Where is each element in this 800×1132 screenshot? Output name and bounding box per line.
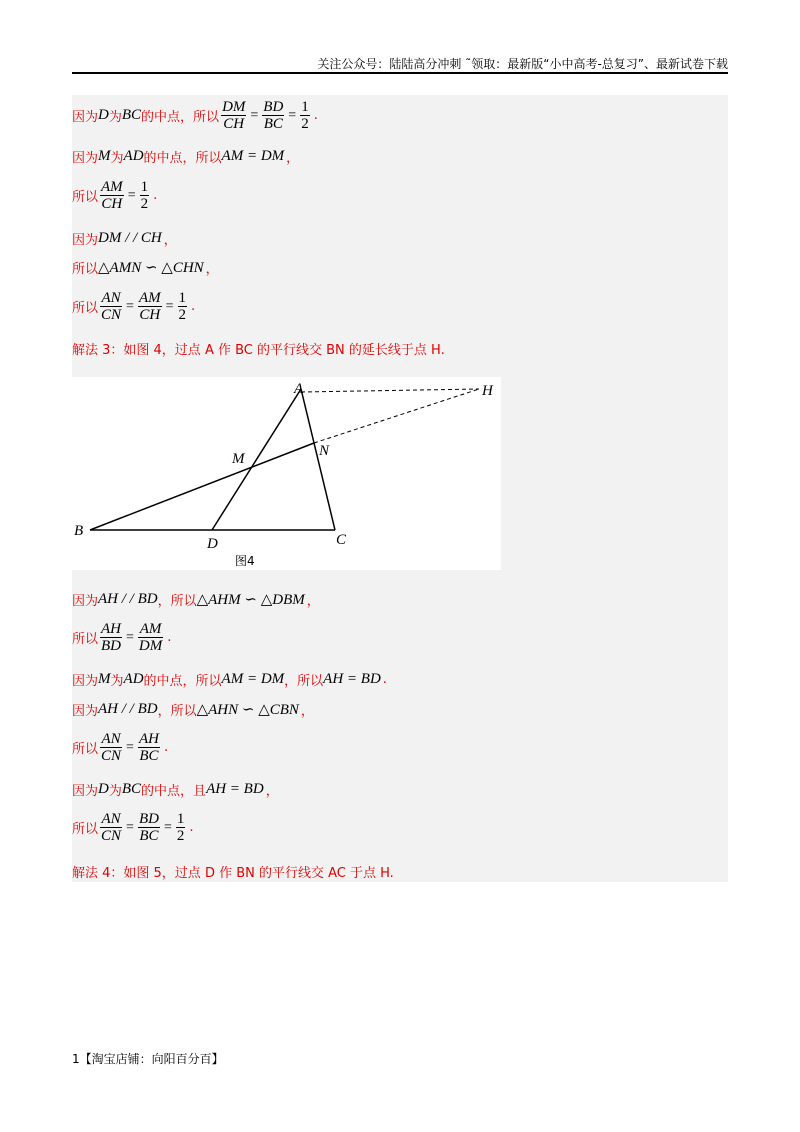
line-14: 所以 $\frac{AN}{CN}$ = $\frac{BD}{BC}$ = $\frac{1}{2}$ . [72,811,194,844]
geometry-diagram [72,377,501,570]
fraction: $\frac{AM}{CH}$ [138,290,161,323]
fraction: $\frac{AN}{CN}$ [101,290,122,323]
fraction: $\frac{AM}{DM}$ [138,621,163,654]
line-5: 所以 △AMN ∽ △CHN ， [72,260,219,277]
fraction: $\frac{1}{2}$ [140,179,149,212]
header-divider [72,72,728,74]
fraction: $\frac{BD}{BC}$ [138,811,159,844]
label-C: C [336,532,347,548]
line-2: 因为 M 为 AD 的中点，所以 AM = DM ， [72,148,300,166]
label-B: B [74,523,84,539]
line-10: 因为 M 为 AD 的中点，所以 AM = DM ，所以 AH = BD . [72,671,387,689]
page-header: 关注公众号：陆陆高分冲刺 ˜领取：最新版“小中高考-总复习”、最新试卷下载 [317,57,728,71]
line-6: 所以 $\frac{AN}{CN}$ = $\frac{AM}{CH}$ = $\frac{1}{2}$ . [72,290,196,323]
figure-caption: 图4 [235,554,255,568]
fraction: $\frac{AN}{CN}$ [101,731,122,764]
fraction: $\frac{DM}{CH}$ [222,99,246,132]
fraction: $\frac{AH}{BC}$ [138,731,159,764]
fraction: $\frac{BD}{BC}$ [263,99,284,132]
label-A: A [294,381,304,397]
fraction: $\frac{AN}{CN}$ [101,811,122,844]
method-3-heading: 解法 3：如图 4，过点 A 作 BC 的平行线交 BN 的延长线于点 H. [72,343,445,358]
line-1: 因为 D 为 BC 的中点，所以 $\frac{DM}{CH}$ = $\frac{BD}{BC}$ = $\frac{1}{2}$ . [72,99,318,132]
line-11: 因为 AH / / BD ，所以 △AHN ∽ △CBN ， [72,701,314,719]
fraction: $\frac{1}{2}$ [301,99,309,132]
label-H: H [482,383,493,399]
line-12: 所以 $\frac{AN}{CN}$ = $\frac{AH}{BC}$ . [72,731,169,764]
label-D: D [207,536,218,552]
fraction: $\frac{AM}{CH}$ [101,179,123,212]
fraction: $\frac{AH}{BD}$ [101,621,122,654]
solution-block [72,95,728,882]
line-8: 因为 AH / / BD ，所以 △AHM ∽ △DBM ， [72,591,320,609]
line-13: 因为 D 为 BC 的中点，且 AH = BD ， [72,781,279,799]
label-N: N [319,443,330,459]
line-9: 所以 $\frac{AH}{BD}$ = $\frac{AM}{DM}$ . [72,621,172,654]
line-4: 因为 DM / / CH ， [72,230,177,248]
fraction: $\frac{1}{2}$ [176,811,185,844]
label-M: M [232,451,245,467]
line-3: 所以 $\frac{AM}{CH}$ = $\frac{1}{2}$ . [72,179,158,212]
fraction: $\frac{1}{2}$ [178,290,187,323]
page-footer: 1【淘宝店铺：向阳百分百】 [72,1052,224,1066]
method-4-heading: 解法 4：如图 5，过点 D 作 BN 的平行线交 AC 于点 H. [72,866,394,881]
figure-4 [72,377,501,570]
